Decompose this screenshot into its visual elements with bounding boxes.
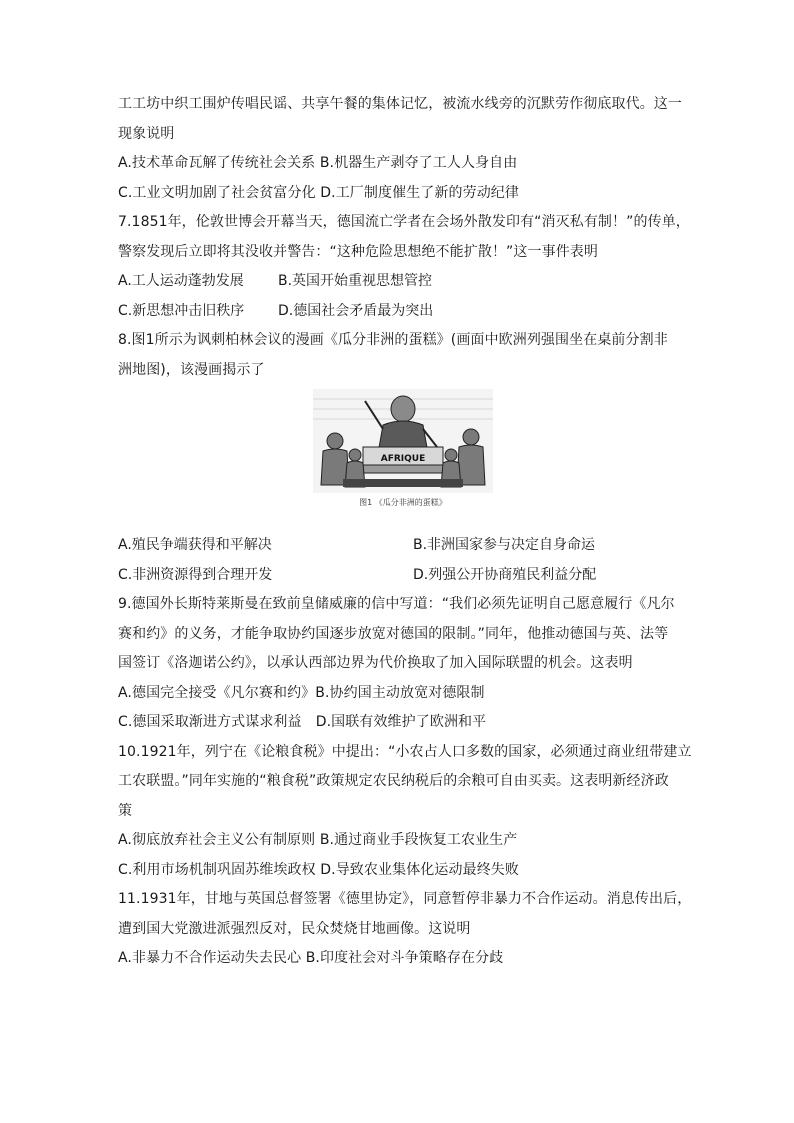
question-10-options-ab: A.彻底放弃社会主义公有制原则 B.通过商业手段恢复工农业生产 (118, 832, 518, 848)
question-7-option-a: A.工人运动蓬勃发展 (118, 273, 244, 289)
question-9-options-ab: A.德国完全接受《凡尔赛和约》B.协约国主动放宽对德限制 (118, 684, 485, 701)
table (343, 479, 463, 487)
question-11-options-ab: A.非暴力不合作运动失去民心 B.印度社会对斗争策略存在分歧 (118, 950, 504, 966)
question-5-stem-line-2: 现象说明 (118, 125, 175, 142)
question-10-options-cd: C.利用市场机制巩固苏维埃政权 D.导致农业集体化运动最终失败 (118, 861, 520, 878)
question-8-option-a: A.殖民争端获得和平解决 (118, 537, 272, 553)
cake (357, 447, 449, 473)
question-7-stem-line-2: 警察发现后立即将其没收并警告：“这种危险思想绝不能扩散！”这一事件表明 (118, 243, 599, 260)
document-page (118, 94, 692, 978)
question-10-stem-line-1: 10.1921年，列宁在《论粮食税》中提出：“小农占人口多数的国家，必须通过商业纽带建立 (118, 743, 692, 760)
question-10-stem-line-2: 工农联盟。”同年实施的“粮食税”政策规定农民纳税后的余粮可自由买卖。这表明新经济政 (118, 773, 669, 789)
question-9-options-cd: C.德国采取渐进方式谋求利益 D.国联有效维护了欧洲和平 (118, 714, 487, 730)
question-9-stem-line-2: 赛和约》的义务，才能争取协约国逐步放宽对德国的限制。”同年，他推动德国与英、法等 (118, 625, 669, 642)
question-7-option-c: C.新思想冲击旧秩序 (118, 302, 245, 319)
cartoon-image (313, 389, 493, 493)
question-7-option-d: D.德国社会矛盾最为突出 (278, 302, 434, 319)
question-5-stem-line-1: 工工坊中织工围炉传唱民谣、共享午餐的集体记忆，被流水线旁的沉默劳作彻底取代。这一 (118, 96, 682, 112)
question-11-stem-line-2: 遭到国大党激进派强烈反对，民众焚烧甘地画像。这说明 (118, 920, 471, 937)
question-7-options-ab (118, 271, 688, 291)
figure-1 (118, 389, 688, 529)
question-8-option-d: D.列强公开协商殖民利益分配 (413, 566, 597, 583)
cake-sign: AFRIQUE (380, 454, 426, 464)
question-8-stem-line-1: 8.图1所示为讽刺柏林会议的漫画《瓜分非洲的蛋糕》(画面中欧洲列强围坐在桌前分割非 (118, 332, 668, 348)
question-7-option-b: B.英国开始重视思想管控 (278, 273, 433, 289)
question-8-option-b: B.非洲国家参与决定自身命运 (413, 537, 596, 553)
question-5-options-cd: C.工业文明加剧了社会贫富分化 D.工厂制度催生了新的劳动纪律 (118, 184, 520, 201)
question-8-options-ab (118, 535, 688, 555)
question-8-option-c: C.非洲资源得到合理开发 (118, 566, 273, 583)
question-9-stem-line-1: 9.德国外长斯特莱斯曼在致前皇储威廉的信中写道：“我们必须先证明自己愿意履行《凡尔 (118, 596, 675, 612)
question-7-stem-line-1: 7.1851年，伦敦世博会开幕当天，德国流亡学者在会场外散发印有“消灭私有制！”的传单， (118, 214, 690, 230)
question-8-options-cd (118, 565, 688, 585)
question-7-options-cd (118, 301, 688, 321)
question-11-stem-line-1: 11.1931年，甘地与英国总督签署《德里协定》，同意暂停非暴力不合作运动。消息传出后， (118, 891, 692, 907)
question-8-stem-line-2: 洲地图)，该漫画揭示了 (118, 361, 265, 378)
question-10-stem-line-3: 策 (118, 802, 133, 819)
figure-caption: 图1 《瓜分非洲的蛋糕》 (359, 498, 447, 507)
question-5-options-ab: A.技术革命瓦解了传统社会关系 B.机器生产剥夺了工人人身自由 (118, 155, 518, 171)
question-9-stem-line-3: 国签订《洛迦诺公约》，以承认西部边界为代价换取了加入国际联盟的机会。这表明 (118, 655, 633, 671)
